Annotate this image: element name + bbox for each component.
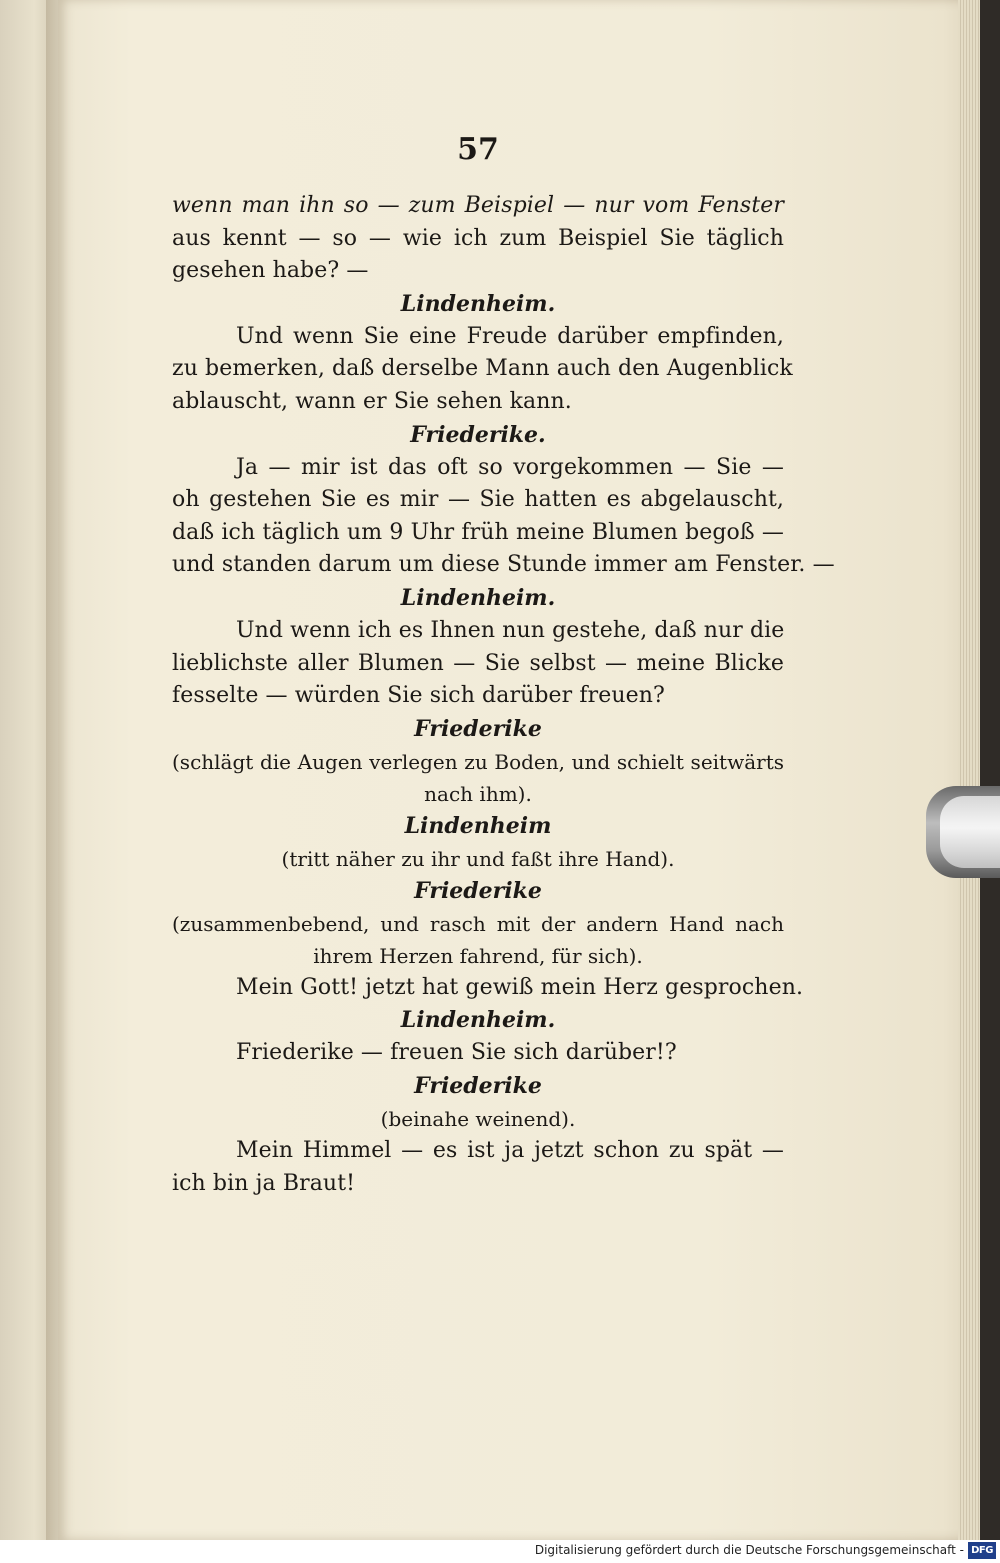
stage-direction: (tritt näher zu ihr und faßt ihre Hand). <box>281 846 675 871</box>
speaker-name: Lindenheim. <box>400 1007 556 1034</box>
speaker-name: Friederike <box>414 877 542 904</box>
text-line: und standen darum um diese Stunde immer am Fenster. — <box>172 552 835 578</box>
text-line: Ja — mir ist das oft so vorgekommen — Sie — <box>236 454 784 480</box>
digitization-footer <box>0 1540 1000 1563</box>
funding-credit: Digitalisierung gefördert durch die Deutsche Forschungsgemeinschaft - <box>534 1543 964 1557</box>
page-number: 57 <box>457 132 499 167</box>
book-gutter <box>46 0 64 1540</box>
text-line: fesselte — würden Sie sich darüber freuen? <box>172 683 665 709</box>
text-line: aus kennt — so — wie ich zum Beispiel Sie täglich <box>172 225 784 251</box>
stage-direction: ihrem Herzen fahrend, für sich). <box>313 943 643 968</box>
speaker-name: Friederike <box>414 1072 542 1099</box>
text-line: wenn man ihn so — zum Beispiel — nur vom Fenster <box>172 193 784 218</box>
stage-direction: nach ihm). <box>424 781 532 806</box>
text-line: ablauscht, wann er Sie sehen kann. <box>172 388 572 414</box>
page-edge-stack <box>958 0 980 1540</box>
speaker-name: Lindenheim. <box>400 290 556 317</box>
text-line: lieblichste aller Blumen — Sie selbst — meine Blicke <box>172 650 784 676</box>
stage-direction: (beinahe weinend). <box>380 1106 576 1131</box>
speaker-name: Lindenheim <box>404 812 552 839</box>
text-line: daß ich täglich um 9 Uhr früh meine Blumen begoß — <box>172 519 784 545</box>
scanner-clip <box>926 786 1000 878</box>
stage-direction: (zusammenbebend, und rasch mit der andern Hand nach <box>172 911 784 936</box>
text-line: Mein Gott! jetzt hat gewiß mein Herz gesprochen. <box>236 974 804 1000</box>
dfg-logo: DFG <box>968 1542 996 1559</box>
speaker-name: Friederike. <box>410 421 546 448</box>
text-line: oh gestehen Sie es mir — Sie hatten es abgelauscht, <box>172 487 784 513</box>
speaker-name: Lindenheim. <box>400 584 556 611</box>
scanner-clip-highlight <box>940 796 1000 868</box>
text-line: Mein Himmel — es ist ja jetzt schon zu spät — <box>236 1137 784 1163</box>
page-text <box>172 130 835 1200</box>
text-line: Friederike — freuen Sie sich darüber!? <box>236 1040 677 1066</box>
stage-direction: (schlägt die Augen verlegen zu Boden, und schielt seitwärts <box>172 749 784 774</box>
text-line: Und wenn Sie eine Freude darüber empfinden, <box>236 323 784 349</box>
text-line: ich bin ja Braut! <box>172 1170 356 1196</box>
speaker-name: Friederike <box>414 715 542 742</box>
text-line: Und wenn ich es Ihnen nun gestehe, daß nur die <box>236 617 785 643</box>
text-line: zu bemerken, daß derselbe Mann auch den Augenblick <box>172 356 793 382</box>
text-line: gesehen habe? — <box>172 258 369 284</box>
